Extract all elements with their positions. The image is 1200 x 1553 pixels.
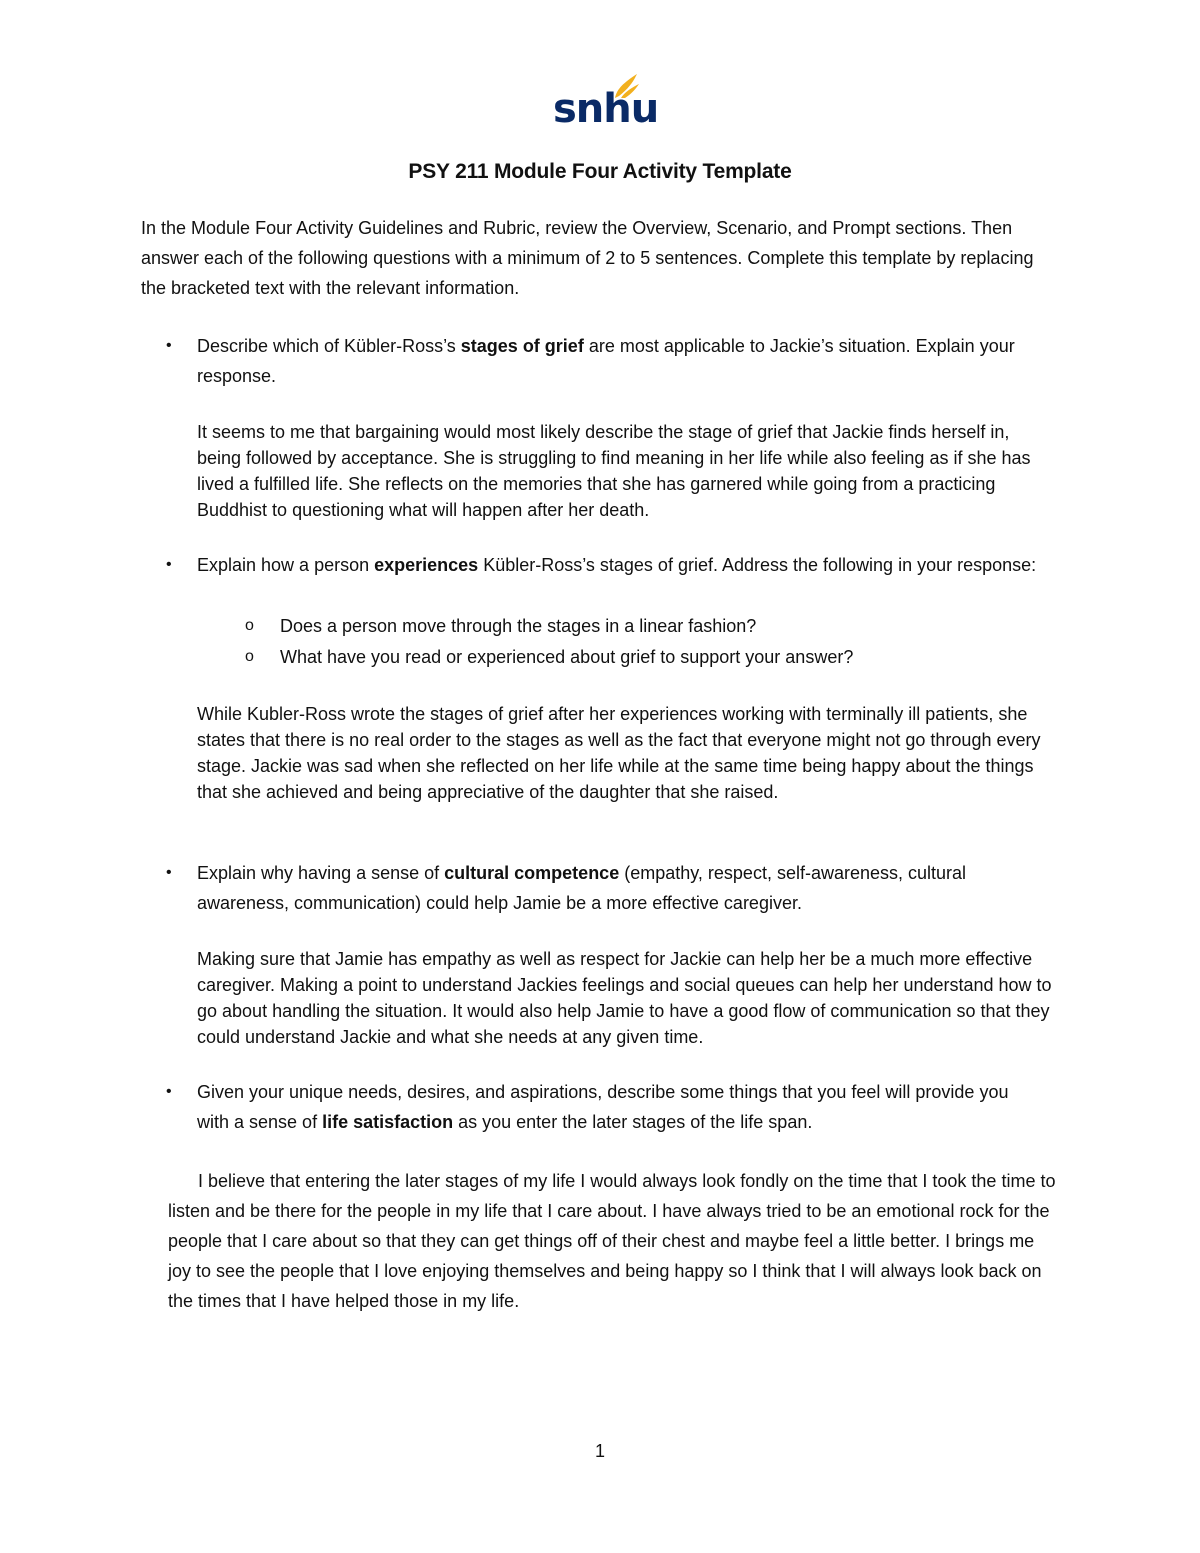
sub-question-text: Does a person move through the stages in a linear fashion? — [280, 616, 757, 636]
intro-paragraph — [141, 213, 1061, 303]
bullet-icon: • — [166, 864, 172, 881]
question-text: Explain why having a sense of cultural competence (empathy, respect, self-awareness, cultural awareness, communication) could help Jamie be a more effective caregiver. — [197, 863, 967, 913]
sub-bullet-icon: o — [245, 617, 254, 634]
question-keyword: cultural competence — [444, 863, 620, 883]
sub-question-item — [245, 642, 853, 672]
bullet-icon: • — [166, 1083, 172, 1100]
bullet-icon: • — [166, 556, 172, 573]
answer-paragraph: It seems to me that bargaining would most likely describe the stage of grief that Jackie finds herself in, being followed by acceptance. She is struggling to find meaning in her life while also feeling as if she has lived a fulfilled life. She reflects on the memories that she has garnered while going from a practicing Buddhist to questioning what will happen after her death. — [197, 422, 1031, 520]
question-keyword: experiences — [374, 555, 479, 575]
sub-question-text: What have you read or experienced about grief to support your answer? — [280, 647, 854, 667]
bullet-icon: • — [166, 337, 172, 354]
page-title: PSY 211 Module Four Activity Template — [408, 160, 792, 183]
question-text: Given your unique needs, desires, and aspirations, describe some things that you feel will provide you with a sense of life satisfaction as you enter the later stages of the life span. — [197, 1082, 1009, 1132]
question-text: Describe which of Kübler-Ross’s stages of grief are most applicable to Jackie’s situation. Explain your response. — [197, 336, 1015, 386]
intro-text: In the Module Four Activity Guidelines and Rubric, review the Overview, Scenario, and Prompt sections. Then answer each of the following questions with a minimum of 2 to 5 sentences. Complete this template by replacing the bracketed text with the relevant information. — [141, 218, 1034, 298]
logo-wordmark: snhu — [553, 86, 659, 132]
answer-paragraph: I believe that entering the later stages of my life I would always look fondly on the time that I took the time to listen and be there for the people in my life that I care about. I have always tried to be an emotional rock for the people that I care about so that they can get things off of their chest and maybe feel a little better. I brings me joy to see the people that I love enjoying themselves and being happy so I think that I will always look back on the times that I have helped those in my life. — [168, 1171, 1056, 1311]
question-item — [160, 331, 1040, 391]
question-item — [160, 1077, 1040, 1137]
answer-paragraph: Making sure that Jamie has empathy as well as respect for Jackie can help her be a much more effective caregiver. Making a point to understand Jackies feelings and social queues can help her understand how to go about handling the situation. It would also help Jamie to have a good flow of communication so that they could understand Jackie and what she needs at any given time. — [197, 949, 1052, 1047]
snhu-logo — [553, 72, 659, 136]
page-number: 1 — [594, 1441, 605, 1461]
sub-bullet-icon: o — [245, 648, 254, 665]
question-keyword: life satisfaction — [322, 1112, 454, 1132]
question-item — [160, 858, 1040, 918]
sub-question-item — [245, 611, 756, 641]
question-keyword: stages of grief — [460, 336, 584, 356]
question-text: Explain how a person experiences Kübler-Ross’s stages of grief. Address the following in your response: — [197, 555, 1037, 575]
question-item — [160, 550, 1040, 580]
answer-paragraph: While Kubler-Ross wrote the stages of grief after her experiences working with terminally ill patients, she states that there is no real order to the stages as well as the fact that everyone might not go through every stage. Jackie was sad when she reflected on her life while at the same time being happy about the things that she achieved and being appreciative of the daughter that she raised. — [197, 704, 1041, 802]
